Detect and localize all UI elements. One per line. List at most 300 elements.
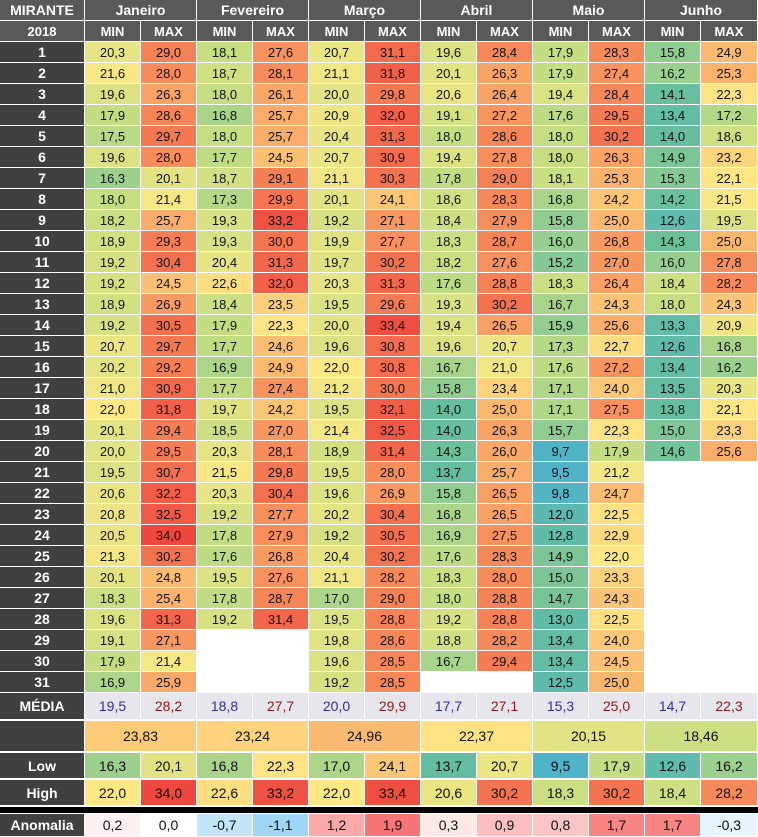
daily-min-cell: 21,4: [309, 420, 364, 440]
daily-min-cell: 14,3: [421, 441, 476, 461]
daily-min-cell: 18,3: [421, 567, 476, 587]
media-max-cell: 25,0: [589, 693, 644, 719]
daily-max-cell: 27,8: [701, 252, 757, 272]
section-separator: [0, 807, 758, 813]
daily-min-cell: 9,8: [533, 483, 588, 503]
daily-min-cell: 19,4: [421, 147, 476, 167]
media-max-cell: 29,9: [365, 693, 420, 719]
high-max-cell: 33,2: [253, 780, 308, 805]
daily-min-cell: [421, 672, 476, 692]
daily-max-cell: 26,3: [477, 63, 532, 83]
daily-min-cell: 17,9: [533, 63, 588, 83]
day-label: 27: [0, 588, 84, 608]
high-min-cell: 22,0: [309, 780, 364, 805]
monthly-mean-cell: 18,46: [645, 721, 757, 751]
daily-max-cell: 30,0: [365, 378, 420, 398]
high-max-cell: 30,2: [477, 780, 532, 805]
daily-max-cell: 28,2: [701, 273, 757, 293]
daily-min-cell: 18,3: [533, 273, 588, 293]
daily-min-cell: 15,0: [533, 567, 588, 587]
daily-max-cell: 28,5: [365, 651, 420, 671]
daily-min-cell: 19,2: [85, 273, 140, 293]
daily-max-cell: [701, 588, 757, 608]
day-label: 21: [0, 462, 84, 482]
daily-min-cell: 17,9: [85, 651, 140, 671]
daily-max-cell: 27,0: [589, 252, 644, 272]
daily-min-cell: 17,5: [85, 126, 140, 146]
daily-min-cell: 17,9: [85, 105, 140, 125]
daily-max-cell: 24,9: [253, 357, 308, 377]
daily-max-cell: 30,2: [589, 126, 644, 146]
daily-min-cell: 12,6: [645, 210, 700, 230]
media-label: MÉDIA: [0, 693, 84, 719]
daily-max-cell: 28,6: [365, 630, 420, 650]
daily-min-cell: 18,7: [197, 168, 252, 188]
daily-min-cell: 18,4: [645, 273, 700, 293]
daily-max-cell: 31,4: [365, 441, 420, 461]
daily-min-cell: 18,0: [421, 126, 476, 146]
high-max-cell: 30,2: [589, 780, 644, 805]
daily-max-cell: 26,9: [141, 294, 196, 314]
anomaly-max-cell: 0,9: [477, 814, 532, 836]
daily-max-cell: 27,2: [477, 105, 532, 125]
day-label: 17: [0, 378, 84, 398]
daily-min-cell: 19,9: [309, 231, 364, 251]
daily-min-cell: 19,4: [533, 84, 588, 104]
day-label: 14: [0, 315, 84, 335]
daily-min-cell: 15,8: [533, 210, 588, 230]
daily-min-cell: 19,6: [85, 147, 140, 167]
daily-min-cell: 18,0: [421, 588, 476, 608]
daily-max-cell: [253, 651, 308, 671]
daily-max-cell: 20,7: [477, 336, 532, 356]
daily-min-cell: 17,6: [533, 357, 588, 377]
daily-max-cell: 28,3: [477, 546, 532, 566]
daily-max-cell: 25,6: [701, 441, 757, 461]
daily-max-cell: 28,5: [365, 672, 420, 692]
daily-max-cell: 31,8: [141, 399, 196, 419]
daily-max-cell: 22,3: [253, 315, 308, 335]
daily-min-cell: 20,3: [197, 441, 252, 461]
day-label: 26: [0, 567, 84, 587]
daily-min-cell: 19,1: [85, 630, 140, 650]
daily-max-cell: 24,1: [365, 189, 420, 209]
monthly-mean-cell: 23,24: [197, 721, 308, 751]
daily-max-cell: 23,3: [701, 420, 757, 440]
daily-min-cell: 19,5: [309, 609, 364, 629]
max-header: MAX: [141, 21, 196, 41]
daily-min-cell: 19,6: [309, 336, 364, 356]
daily-max-cell: 27,5: [477, 525, 532, 545]
daily-min-cell: 16,7: [533, 294, 588, 314]
daily-max-cell: 28,6: [477, 126, 532, 146]
daily-max-cell: 30,5: [365, 525, 420, 545]
daily-max-cell: 34,0: [141, 525, 196, 545]
max-header: MAX: [701, 21, 757, 41]
daily-min-cell: 12,0: [533, 504, 588, 524]
daily-max-cell: 29,5: [141, 441, 196, 461]
daily-min-cell: 13,7: [421, 462, 476, 482]
daily-max-cell: 28,8: [477, 273, 532, 293]
daily-min-cell: 19,6: [309, 651, 364, 671]
media-min-cell: 19,5: [85, 693, 140, 719]
high-max-cell: 28,2: [701, 780, 757, 805]
daily-max-cell: 30,9: [365, 147, 420, 167]
day-label: 11: [0, 252, 84, 272]
daily-min-cell: 19,5: [309, 399, 364, 419]
daily-max-cell: 28,4: [477, 42, 532, 62]
daily-min-cell: 17,7: [197, 336, 252, 356]
daily-max-cell: 27,7: [365, 231, 420, 251]
daily-min-cell: 14,9: [533, 546, 588, 566]
daily-min-cell: 19,1: [421, 105, 476, 125]
daily-max-cell: 24,8: [141, 567, 196, 587]
daily-max-cell: 28,2: [365, 567, 420, 587]
day-label: 16: [0, 357, 84, 377]
daily-max-cell: 31,8: [365, 63, 420, 83]
daily-max-cell: 30,4: [365, 504, 420, 524]
daily-max-cell: 27,4: [253, 378, 308, 398]
low-max-cell: 16,2: [701, 753, 757, 778]
daily-max-cell: [253, 672, 308, 692]
daily-max-cell: 25,3: [589, 168, 644, 188]
media-max-cell: 28,2: [141, 693, 196, 719]
daily-max-cell: 24,6: [253, 336, 308, 356]
daily-max-cell: 22,1: [701, 399, 757, 419]
anomaly-min-cell: 1,7: [645, 814, 700, 836]
day-label: 30: [0, 651, 84, 671]
low-min-cell: 16,8: [197, 753, 252, 778]
anomaly-max-cell: 1,7: [589, 814, 644, 836]
daily-min-cell: 14,0: [645, 126, 700, 146]
daily-min-cell: 16,7: [421, 651, 476, 671]
daily-max-cell: 26,8: [253, 546, 308, 566]
high-max-cell: 34,0: [141, 780, 196, 805]
daily-max-cell: 22,3: [701, 84, 757, 104]
daily-min-cell: 20,2: [309, 504, 364, 524]
daily-min-cell: 18,4: [421, 210, 476, 230]
daily-min-cell: [645, 504, 700, 524]
daily-min-cell: 17,7: [197, 147, 252, 167]
monthly-mean-cell: 23,83: [85, 721, 196, 751]
daily-min-cell: 18,7: [197, 63, 252, 83]
daily-min-cell: 20,1: [309, 189, 364, 209]
day-label: 23: [0, 504, 84, 524]
daily-min-cell: 14,7: [533, 588, 588, 608]
daily-max-cell: 27,2: [589, 357, 644, 377]
daily-min-cell: 15,2: [533, 252, 588, 272]
daily-max-cell: 22,0: [589, 546, 644, 566]
daily-max-cell: 18,6: [701, 126, 757, 146]
mean-label-blank: [0, 721, 84, 751]
daily-min-cell: 21,0: [85, 378, 140, 398]
daily-min-cell: 18,1: [197, 42, 252, 62]
daily-max-cell: 21,4: [141, 189, 196, 209]
daily-min-cell: 19,7: [197, 399, 252, 419]
daily-max-cell: [701, 546, 757, 566]
month-header: Junho: [645, 0, 757, 20]
daily-max-cell: 23,5: [253, 294, 308, 314]
daily-max-cell: [701, 651, 757, 671]
daily-max-cell: 27,5: [589, 399, 644, 419]
high-max-cell: 33,4: [365, 780, 420, 805]
daily-min-cell: 18,0: [533, 147, 588, 167]
day-label: 28: [0, 609, 84, 629]
daily-min-cell: 21,5: [197, 462, 252, 482]
daily-max-cell: 28,8: [477, 609, 532, 629]
daily-max-cell: 24,5: [589, 651, 644, 671]
low-max-cell: 20,7: [477, 753, 532, 778]
daily-max-cell: 22,1: [701, 168, 757, 188]
daily-max-cell: 30,5: [141, 315, 196, 335]
daily-max-cell: 22,5: [589, 504, 644, 524]
day-label: 2: [0, 63, 84, 83]
daily-min-cell: 20,5: [85, 525, 140, 545]
daily-min-cell: 19,5: [85, 462, 140, 482]
daily-min-cell: 20,8: [85, 504, 140, 524]
daily-max-cell: 29,5: [589, 105, 644, 125]
daily-max-cell: 25,4: [141, 588, 196, 608]
low-max-cell: 20,1: [141, 753, 196, 778]
daily-min-cell: 16,9: [85, 672, 140, 692]
daily-max-cell: 29,8: [365, 84, 420, 104]
daily-min-cell: 19,3: [421, 294, 476, 314]
daily-max-cell: 16,2: [701, 357, 757, 377]
max-header: MAX: [589, 21, 644, 41]
month-header: Março: [309, 0, 420, 20]
day-label: 7: [0, 168, 84, 188]
daily-max-cell: 25,7: [253, 126, 308, 146]
daily-max-cell: 27,6: [253, 567, 308, 587]
daily-max-cell: 29,4: [141, 420, 196, 440]
daily-max-cell: 23,3: [589, 567, 644, 587]
daily-min-cell: 22,6: [197, 273, 252, 293]
anomaly-max-cell: -1,1: [253, 814, 308, 836]
daily-min-cell: 18,4: [197, 294, 252, 314]
min-header: MIN: [85, 21, 140, 41]
daily-max-cell: 27,9: [253, 525, 308, 545]
monthly-mean-cell: 20,15: [533, 721, 644, 751]
daily-min-cell: 20,1: [421, 63, 476, 83]
daily-max-cell: 27,6: [253, 42, 308, 62]
daily-min-cell: 17,9: [533, 42, 588, 62]
daily-max-cell: 24,3: [701, 294, 757, 314]
daily-min-cell: [645, 525, 700, 545]
low-label: Low: [0, 753, 84, 778]
daily-min-cell: 18,0: [85, 189, 140, 209]
daily-max-cell: [701, 672, 757, 692]
daily-max-cell: 24,0: [589, 630, 644, 650]
daily-min-cell: 17,6: [197, 546, 252, 566]
daily-max-cell: 30,2: [365, 546, 420, 566]
daily-min-cell: [645, 462, 700, 482]
daily-max-cell: 26,5: [477, 504, 532, 524]
daily-min-cell: 20,6: [85, 483, 140, 503]
daily-max-cell: 32,1: [365, 399, 420, 419]
daily-min-cell: 21,2: [309, 378, 364, 398]
daily-min-cell: 20,4: [309, 126, 364, 146]
high-min-cell: 22,0: [85, 780, 140, 805]
daily-min-cell: [645, 588, 700, 608]
daily-max-cell: 30,4: [253, 483, 308, 503]
day-label: 20: [0, 441, 84, 461]
daily-min-cell: [645, 672, 700, 692]
daily-min-cell: 17,8: [421, 168, 476, 188]
daily-max-cell: 30,2: [477, 294, 532, 314]
daily-max-cell: 27,7: [253, 504, 308, 524]
daily-min-cell: 18,0: [533, 126, 588, 146]
daily-min-cell: 14,3: [645, 231, 700, 251]
day-label: 9: [0, 210, 84, 230]
daily-max-cell: 30,8: [365, 336, 420, 356]
daily-min-cell: 18,9: [309, 441, 364, 461]
daily-max-cell: [477, 672, 532, 692]
daily-min-cell: 18,9: [85, 294, 140, 314]
daily-min-cell: 19,2: [309, 210, 364, 230]
daily-min-cell: 21,6: [85, 63, 140, 83]
daily-max-cell: 20,1: [141, 168, 196, 188]
daily-max-cell: 29,0: [141, 42, 196, 62]
daily-max-cell: [701, 504, 757, 524]
daily-max-cell: 23,4: [477, 378, 532, 398]
daily-min-cell: [645, 483, 700, 503]
daily-min-cell: 17,0: [309, 588, 364, 608]
daily-min-cell: 20,7: [85, 336, 140, 356]
daily-max-cell: 24,9: [701, 42, 757, 62]
daily-min-cell: 20,1: [85, 567, 140, 587]
day-label: 18: [0, 399, 84, 419]
anomaly-min-cell: 0,2: [85, 814, 140, 836]
daily-min-cell: 13,4: [533, 651, 588, 671]
daily-max-cell: 25,0: [477, 399, 532, 419]
low-min-cell: 9,5: [533, 753, 588, 778]
day-label: 24: [0, 525, 84, 545]
anomaly-min-cell: 1,2: [309, 814, 364, 836]
daily-max-cell: 26,3: [141, 84, 196, 104]
corner-title: MIRANTE: [0, 0, 84, 20]
day-label: 13: [0, 294, 84, 314]
daily-min-cell: [197, 672, 252, 692]
daily-min-cell: 21,1: [309, 168, 364, 188]
daily-min-cell: 17,8: [197, 525, 252, 545]
daily-max-cell: 20,9: [701, 315, 757, 335]
daily-max-cell: 25,0: [589, 672, 644, 692]
daily-min-cell: 9,5: [533, 462, 588, 482]
daily-max-cell: 25,3: [701, 63, 757, 83]
daily-min-cell: 20,9: [309, 105, 364, 125]
daily-max-cell: 29,0: [477, 168, 532, 188]
daily-max-cell: 28,8: [477, 588, 532, 608]
daily-min-cell: 17,1: [533, 378, 588, 398]
daily-max-cell: 25,9: [141, 672, 196, 692]
daily-min-cell: 16,8: [421, 504, 476, 524]
daily-max-cell: 28,2: [477, 630, 532, 650]
daily-min-cell: [645, 609, 700, 629]
day-label: 15: [0, 336, 84, 356]
daily-max-cell: 24,2: [253, 399, 308, 419]
low-max-cell: 17,9: [589, 753, 644, 778]
daily-max-cell: 22,3: [589, 420, 644, 440]
daily-min-cell: 16,2: [645, 63, 700, 83]
daily-max-cell: 16,8: [701, 336, 757, 356]
daily-max-cell: 31,3: [141, 609, 196, 629]
daily-min-cell: 9,7: [533, 441, 588, 461]
daily-min-cell: 17,3: [197, 189, 252, 209]
daily-min-cell: 20,0: [309, 315, 364, 335]
daily-max-cell: 28,4: [589, 84, 644, 104]
daily-min-cell: 18,2: [421, 252, 476, 272]
daily-min-cell: 18,8: [421, 630, 476, 650]
daily-min-cell: 20,6: [421, 84, 476, 104]
daily-min-cell: 19,7: [309, 252, 364, 272]
daily-min-cell: 20,2: [85, 357, 140, 377]
day-label: 10: [0, 231, 84, 251]
daily-max-cell: 29,9: [253, 189, 308, 209]
daily-max-cell: 29,7: [141, 126, 196, 146]
daily-min-cell: 20,1: [85, 420, 140, 440]
daily-min-cell: 16,9: [421, 525, 476, 545]
daily-min-cell: 19,2: [85, 315, 140, 335]
daily-max-cell: 30,2: [141, 546, 196, 566]
daily-min-cell: 19,3: [197, 210, 252, 230]
daily-max-cell: 26,8: [589, 231, 644, 251]
daily-max-cell: 30,8: [365, 357, 420, 377]
daily-min-cell: 19,6: [85, 84, 140, 104]
month-header: Abril: [421, 0, 532, 20]
daily-min-cell: 19,2: [309, 672, 364, 692]
daily-max-cell: 24,7: [589, 483, 644, 503]
daily-min-cell: 14,0: [421, 420, 476, 440]
daily-min-cell: [645, 546, 700, 566]
daily-min-cell: 15,8: [645, 42, 700, 62]
daily-max-cell: 33,4: [365, 315, 420, 335]
daily-min-cell: 16,0: [645, 252, 700, 272]
media-max-cell: 27,1: [477, 693, 532, 719]
daily-min-cell: 18,0: [645, 294, 700, 314]
daily-max-cell: 31,3: [365, 126, 420, 146]
daily-max-cell: 32,0: [365, 105, 420, 125]
daily-max-cell: 23,2: [701, 147, 757, 167]
daily-max-cell: 27,6: [477, 252, 532, 272]
daily-min-cell: 17,9: [197, 315, 252, 335]
daily-max-cell: 24,5: [253, 147, 308, 167]
daily-max-cell: 29,4: [477, 651, 532, 671]
daily-max-cell: 26,1: [253, 84, 308, 104]
daily-max-cell: 26,9: [365, 483, 420, 503]
daily-min-cell: 13,5: [645, 378, 700, 398]
daily-min-cell: 19,5: [197, 567, 252, 587]
daily-max-cell: 27,0: [253, 420, 308, 440]
daily-min-cell: 20,3: [197, 483, 252, 503]
daily-max-cell: 27,4: [589, 63, 644, 83]
daily-max-cell: 29,0: [365, 588, 420, 608]
min-header: MIN: [645, 21, 700, 41]
daily-min-cell: 17,6: [421, 273, 476, 293]
daily-min-cell: 18,0: [197, 126, 252, 146]
media-min-cell: 14,7: [645, 693, 700, 719]
day-label: 31: [0, 672, 84, 692]
daily-max-cell: 28,1: [253, 63, 308, 83]
anomaly-max-cell: -0,3: [701, 814, 757, 836]
media-min-cell: 18,8: [197, 693, 252, 719]
daily-max-cell: 28,0: [477, 567, 532, 587]
daily-max-cell: 28,3: [589, 42, 644, 62]
daily-max-cell: 31,1: [365, 42, 420, 62]
high-min-cell: 18,4: [645, 780, 700, 805]
daily-max-cell: 27,1: [365, 210, 420, 230]
daily-min-cell: 12,5: [533, 672, 588, 692]
month-header: Maio: [533, 0, 644, 20]
